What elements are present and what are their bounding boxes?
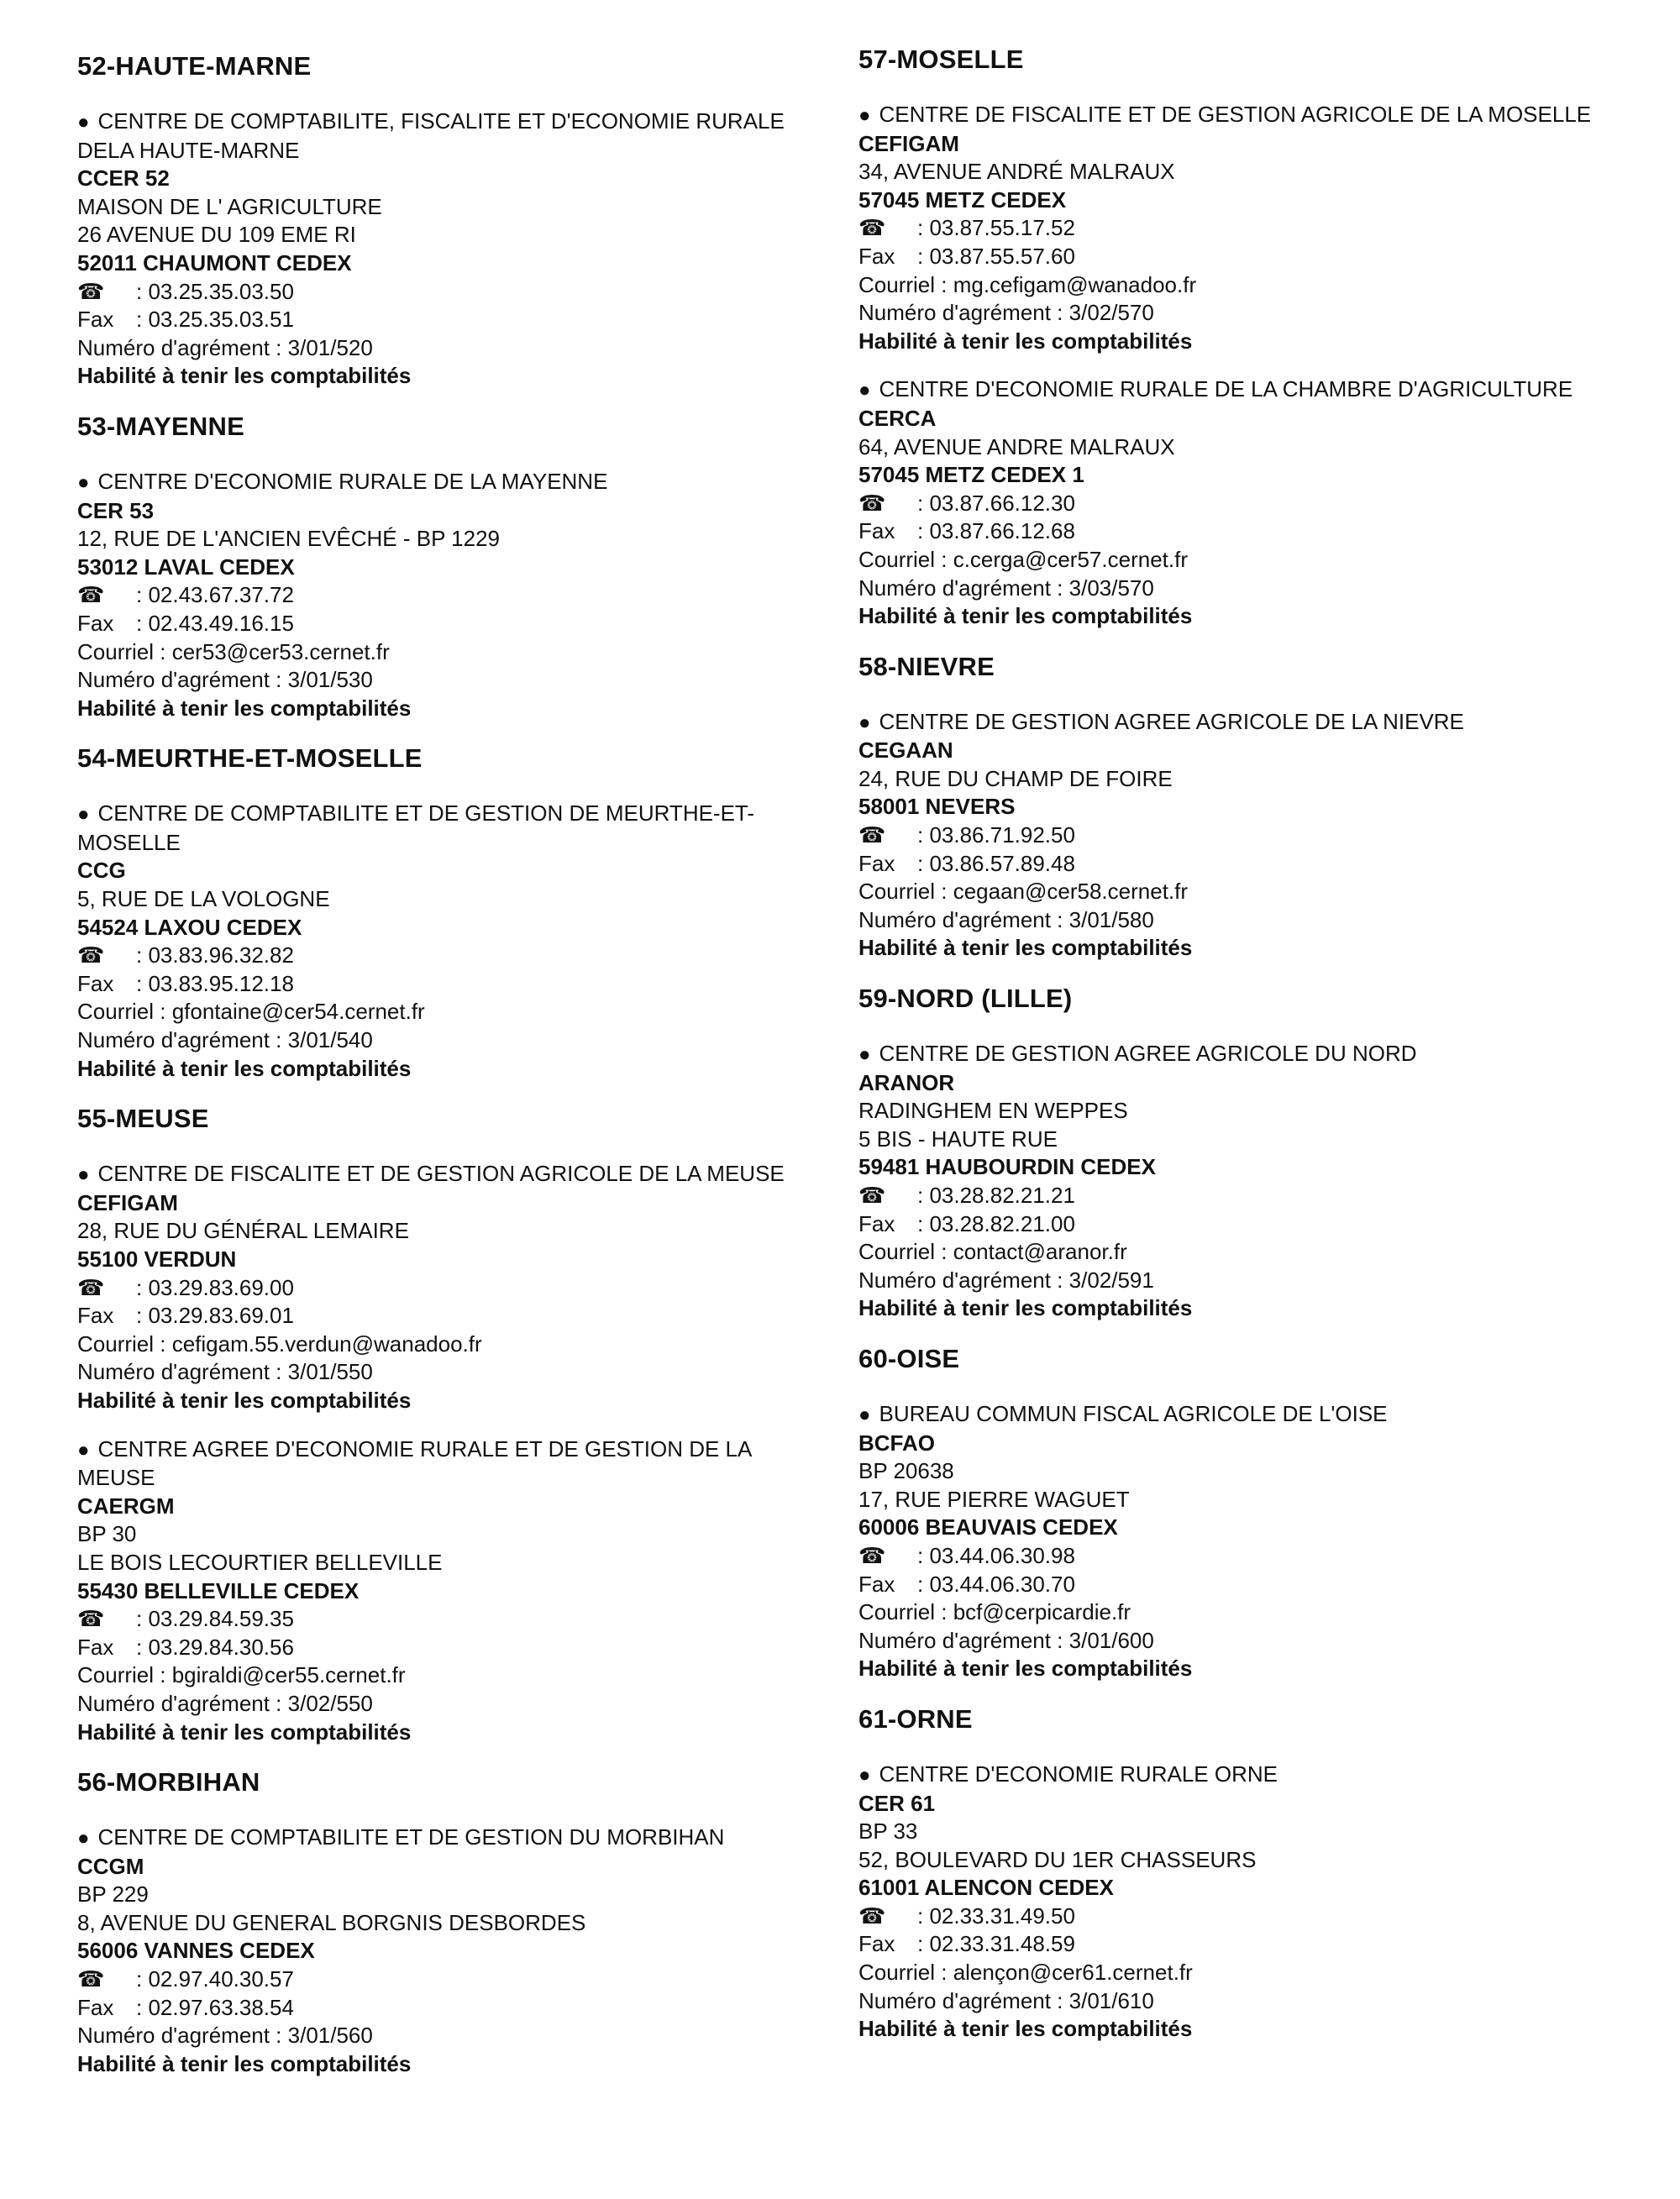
center-acronym: CERCA <box>858 405 937 431</box>
postal-city: 55100 VERDUN <box>77 1246 237 1272</box>
center-name: ● CENTRE DE GESTION AGREE AGRICOLE DU NORD <box>858 1040 1614 1069</box>
habilitation-note: Habilité à tenir les comptabilités <box>858 1656 1193 1682</box>
address-line: 28, RUE DU GÉNÉRAL LEMAIRE <box>77 1218 409 1244</box>
fax-number: : 03.86.57.89.48 <box>917 850 1075 876</box>
fax-number: : 02.97.63.38.54 <box>136 1994 294 2020</box>
habilitation-note: Habilité à tenir les comptabilités <box>858 328 1193 354</box>
address-line: MAISON DE L' AGRICULTURE <box>77 193 382 219</box>
agrement-number: Numéro d'agrément : 3/01/600 <box>858 1627 1154 1653</box>
fax-number: : 03.87.55.57.60 <box>917 243 1075 269</box>
center-entry <box>858 375 1614 630</box>
phone-number: : 03.29.84.59.35 <box>136 1606 294 1632</box>
fax-row <box>77 970 833 999</box>
email-line: Courriel : bgiraldi@cer55.cernet.fr <box>77 1662 406 1688</box>
habilitation-note: Habilité à tenir les comptabilités <box>77 1719 412 1745</box>
center-name: ● CENTRE AGREE D'ECONOMIE RURALE ET DE GESTION DE LA MEUSE <box>77 1435 833 1493</box>
center-acronym: CCG <box>77 858 126 884</box>
department-heading: 59-NORD (LILLE) <box>858 984 1073 1014</box>
center-entry <box>858 101 1614 355</box>
postal-city: 54524 LAXOU CEDEX <box>77 914 302 940</box>
fax-row <box>77 610 833 638</box>
email-line: Courriel : bcf@cerpicardie.fr <box>858 1599 1131 1625</box>
postal-city: 61001 ALENCON CEDEX <box>858 1875 1114 1901</box>
address-line: BP 229 <box>77 1881 149 1908</box>
department-section <box>77 50 833 391</box>
habilitation-note: Habilité à tenir les comptabilités <box>77 1055 412 1081</box>
department-heading: 61-ORNE <box>858 1703 973 1734</box>
department-section <box>858 983 1614 1323</box>
agrement-number: Numéro d'agrément : 3/01/550 <box>77 1359 373 1385</box>
telephone-icon: ☎ <box>858 490 886 516</box>
center-entry <box>858 1761 1614 2044</box>
agrement-number: Numéro d'agrément : 3/01/520 <box>77 334 373 360</box>
department-section <box>77 743 833 1083</box>
email-line: Courriel : cer53@cer53.cernet.fr <box>77 638 390 664</box>
fax-label: Fax <box>77 1634 114 1660</box>
agrement-number: Numéro d'agrément : 3/01/580 <box>858 906 1154 932</box>
department-heading: 53-MAYENNE <box>77 411 244 441</box>
center-name: ● CENTRE DE FISCALITE ET DE GESTION AGRICOLE DE LA MEUSE <box>77 1160 833 1189</box>
phone-row <box>858 1182 1614 1210</box>
agrement-number: Numéro d'agrément : 3/03/570 <box>858 575 1154 601</box>
fax-number: : 03.44.06.30.70 <box>917 1571 1075 1597</box>
fax-label: Fax <box>858 518 895 544</box>
email-line: Courriel : alençon@cer61.cernet.fr <box>858 1960 1193 1986</box>
address-line: 5, RUE DE LA VOLOGNE <box>77 886 330 912</box>
address-line: 8, AVENUE DU GENERAL BORGNIS DESBORDES <box>77 1909 586 1935</box>
fax-label: Fax <box>77 610 114 636</box>
postal-city: 52011 CHAUMONT CEDEX <box>77 249 352 276</box>
phone-number: : 03.87.66.12.30 <box>917 490 1075 516</box>
postal-city: 55430 BELLEVILLE CEDEX <box>77 1577 360 1603</box>
center-entry <box>77 800 833 1083</box>
phone-row <box>77 1605 833 1634</box>
email-line: Courriel : cegaan@cer58.cernet.fr <box>858 879 1189 905</box>
fax-number: : 02.43.49.16.15 <box>136 610 294 636</box>
center-entry <box>77 1160 833 1414</box>
phone-number: : 02.33.31.49.50 <box>917 1902 1075 1929</box>
fax-number: : 03.83.95.12.18 <box>136 970 294 996</box>
telephone-icon: ☎ <box>77 1966 105 1992</box>
address-line: 12, RUE DE L'ANCIEN EVÊCHÉ - BP 1229 <box>77 526 501 552</box>
phone-row <box>858 821 1614 850</box>
address-line: 17, RUE PIERRE WAGUET <box>858 1486 1130 1512</box>
center-name: ● CENTRE D'ECONOMIE RURALE DE LA CHAMBRE D'AGRICULTURE <box>858 375 1614 405</box>
department-section <box>858 1343 1614 1683</box>
habilitation-note: Habilité à tenir les comptabilités <box>858 1295 1193 1321</box>
address-line: BP 20638 <box>858 1458 954 1484</box>
telephone-icon: ☎ <box>77 942 105 968</box>
habilitation-note: Habilité à tenir les comptabilités <box>77 695 412 721</box>
phone-number: : 03.86.71.92.50 <box>917 822 1075 848</box>
phone-row <box>858 1542 1614 1571</box>
habilitation-note: Habilité à tenir les comptabilités <box>77 363 412 389</box>
telephone-icon: ☎ <box>77 278 105 304</box>
email-line: Courriel : c.cerga@cer57.cernet.fr <box>858 546 1188 572</box>
center-acronym: CEGAAN <box>858 737 953 764</box>
address-line: 26 AVENUE DU 109 EME RI <box>77 222 356 248</box>
address-line: 24, RUE DU CHAMP DE FOIRE <box>858 765 1173 791</box>
phone-row <box>858 490 1614 518</box>
center-entry <box>77 1435 833 1747</box>
address-line: LE BOIS LECOURTIER BELLEVILLE <box>77 1549 443 1575</box>
center-entry <box>858 1040 1614 1323</box>
center-acronym: CEFIGAM <box>77 1189 178 1215</box>
department-heading: 54-MEURTHE-ET-MOSELLE <box>77 743 423 774</box>
center-name: ● CENTRE DE FISCALITE ET DE GESTION AGRICOLE DE LA MOSELLE <box>858 101 1614 130</box>
fax-label: Fax <box>77 970 114 996</box>
department-heading: 58-NIEVRE <box>858 651 995 681</box>
address-line: 52, BOULEVARD DU 1ER CHASSEURS <box>858 1846 1257 1872</box>
center-name: ● BUREAU COMMUN FISCAL AGRICOLE DE L'OISE <box>858 1400 1614 1430</box>
fax-number: : 03.29.83.69.01 <box>136 1303 294 1329</box>
phone-row <box>77 1274 833 1303</box>
fax-label: Fax <box>77 307 114 333</box>
telephone-icon: ☎ <box>77 1274 105 1300</box>
agrement-number: Numéro d'agrément : 3/02/550 <box>77 1690 373 1716</box>
center-name: ● CENTRE DE COMPTABILITE, FISCALITE ET D'ECONOMIE RURALE DELA HAUTE-MARNE <box>77 108 833 165</box>
address-line: 34, AVENUE ANDRÉ MALRAUX <box>858 159 1175 185</box>
telephone-icon: ☎ <box>858 1542 886 1568</box>
email-line: Courriel : mg.cefigam@wanadoo.fr <box>858 271 1197 297</box>
phone-row <box>858 214 1614 243</box>
department-section <box>77 1103 833 1746</box>
address-line: BP 33 <box>858 1819 918 1845</box>
fax-number: : 03.28.82.21.00 <box>917 1210 1075 1236</box>
fax-row <box>858 1210 1614 1239</box>
fax-label: Fax <box>858 1571 895 1597</box>
fax-label: Fax <box>858 850 895 876</box>
fax-row <box>77 1994 833 2023</box>
center-acronym: CER 61 <box>858 1790 936 1816</box>
phone-number: : 03.28.82.21.21 <box>917 1183 1075 1208</box>
agrement-number: Numéro d'agrément : 3/02/591 <box>858 1267 1154 1293</box>
address-line: 64, AVENUE ANDRE MALRAUX <box>858 433 1175 459</box>
habilitation-note: Habilité à tenir les comptabilités <box>77 1387 412 1413</box>
postal-city: 58001 NEVERS <box>858 794 1016 820</box>
fax-label: Fax <box>858 243 895 269</box>
telephone-icon: ☎ <box>858 215 886 241</box>
phone-number: : 03.25.35.03.50 <box>136 278 294 304</box>
fax-row <box>858 1930 1614 1959</box>
fax-row <box>858 517 1614 546</box>
center-name: ● CENTRE D'ECONOMIE RURALE ORNE <box>858 1761 1614 1790</box>
fax-row <box>77 306 833 334</box>
fax-row <box>77 1634 833 1662</box>
department-section <box>858 44 1614 631</box>
agrement-number: Numéro d'agrément : 3/01/610 <box>858 1987 1154 2013</box>
fax-row <box>858 1571 1614 1599</box>
telephone-icon: ☎ <box>77 1606 105 1632</box>
right-column <box>858 0 1614 2064</box>
postal-city: 60006 BEAUVAIS CEDEX <box>858 1514 1118 1540</box>
agrement-number: Numéro d'agrément : 3/01/560 <box>77 2023 373 2049</box>
fax-number: : 03.29.84.30.56 <box>136 1634 294 1660</box>
fax-row <box>77 1302 833 1330</box>
telephone-icon: ☎ <box>858 822 886 848</box>
postal-city: 57045 METZ CEDEX <box>858 186 1067 213</box>
fax-label: Fax <box>858 1931 895 1957</box>
phone-number: : 03.83.96.32.82 <box>136 942 294 968</box>
agrement-number: Numéro d'agrément : 3/01/530 <box>77 667 373 693</box>
email-line: Courriel : contact@aranor.fr <box>858 1239 1127 1265</box>
telephone-icon: ☎ <box>77 582 105 608</box>
center-acronym: CCER 52 <box>77 165 170 192</box>
center-acronym: CCGM <box>77 1853 144 1879</box>
left-column <box>77 0 833 2098</box>
phone-number: : 03.44.06.30.98 <box>917 1542 1075 1568</box>
fax-label: Fax <box>77 1303 114 1329</box>
phone-row <box>77 942 833 970</box>
phone-row <box>77 278 833 307</box>
telephone-icon: ☎ <box>858 1902 886 1929</box>
agrement-number: Numéro d'agrément : 3/02/570 <box>858 300 1154 326</box>
fax-number: : 02.33.31.48.59 <box>917 1931 1075 1957</box>
department-heading: 60-OISE <box>858 1343 960 1373</box>
telephone-icon: ☎ <box>858 1183 886 1208</box>
phone-row <box>858 1902 1614 1931</box>
address-line: RADINGHEM EN WEPPES <box>858 1098 1128 1124</box>
center-entry <box>858 1400 1614 1683</box>
department-heading: 56-MORBIHAN <box>77 1767 260 1798</box>
address-line: BP 30 <box>77 1521 137 1547</box>
fax-number: : 03.87.66.12.68 <box>917 518 1075 544</box>
center-acronym: CEFIGAM <box>858 130 959 156</box>
phone-number: : 03.87.55.17.52 <box>917 215 1075 241</box>
center-entry <box>77 108 833 391</box>
center-name: ● CENTRE DE GESTION AGREE AGRICOLE DE LA NIEVRE <box>858 708 1614 737</box>
center-name: ● CENTRE DE COMPTABILITE ET DE GESTION DU MORBIHAN <box>77 1824 833 1853</box>
department-section <box>77 411 833 722</box>
postal-city: 56006 VANNES CEDEX <box>77 1938 315 1964</box>
postal-city: 59481 HAUBOURDIN CEDEX <box>858 1154 1156 1180</box>
department-heading: 57-MOSELLE <box>858 45 1024 74</box>
department-section <box>77 1766 833 2078</box>
center-entry <box>77 1824 833 2078</box>
center-entry <box>77 468 833 722</box>
phone-number: : 02.43.67.37.72 <box>136 582 294 608</box>
department-section <box>858 1703 1614 2044</box>
center-acronym: CER 53 <box>77 497 155 523</box>
fax-label: Fax <box>858 1210 895 1236</box>
phone-row <box>77 1965 833 1994</box>
habilitation-note: Habilité à tenir les comptabilités <box>77 2050 412 2076</box>
phone-row <box>77 581 833 610</box>
fax-number: : 03.25.35.03.51 <box>136 307 294 333</box>
department-heading: 52-HAUTE-MARNE <box>77 51 312 81</box>
center-acronym: ARANOR <box>858 1069 955 1095</box>
phone-number: : 03.29.83.69.00 <box>136 1274 294 1300</box>
center-entry <box>858 708 1614 963</box>
habilitation-note: Habilité à tenir les comptabilités <box>858 2016 1193 2042</box>
fax-label: Fax <box>77 1994 114 2020</box>
center-name: ● CENTRE D'ECONOMIE RURALE DE LA MAYENNE <box>77 468 833 497</box>
phone-number: : 02.97.40.30.57 <box>136 1966 294 1992</box>
center-acronym: CAERGM <box>77 1493 175 1519</box>
email-line: Courriel : cefigam.55.verdun@wanadoo.fr <box>77 1330 482 1357</box>
agrement-number: Numéro d'agrément : 3/01/540 <box>77 1027 373 1053</box>
habilitation-note: Habilité à tenir les comptabilités <box>858 935 1193 961</box>
email-line: Courriel : gfontaine@cer54.cernet.fr <box>77 999 425 1025</box>
postal-city: 53012 LAVAL CEDEX <box>77 554 295 580</box>
department-section <box>858 651 1614 963</box>
fax-row <box>858 243 1614 271</box>
habilitation-note: Habilité à tenir les comptabilités <box>858 603 1193 629</box>
address-line: 5 BIS - HAUTE RUE <box>858 1126 1058 1152</box>
department-heading: 55-MEUSE <box>77 1104 209 1134</box>
center-acronym: BCFAO <box>858 1430 935 1456</box>
center-name: ● CENTRE DE COMPTABILITE ET DE GESTION DE MEURTHE-ET-MOSELLE <box>77 800 833 857</box>
fax-row <box>858 850 1614 879</box>
postal-city: 57045 METZ CEDEX 1 <box>858 462 1084 488</box>
